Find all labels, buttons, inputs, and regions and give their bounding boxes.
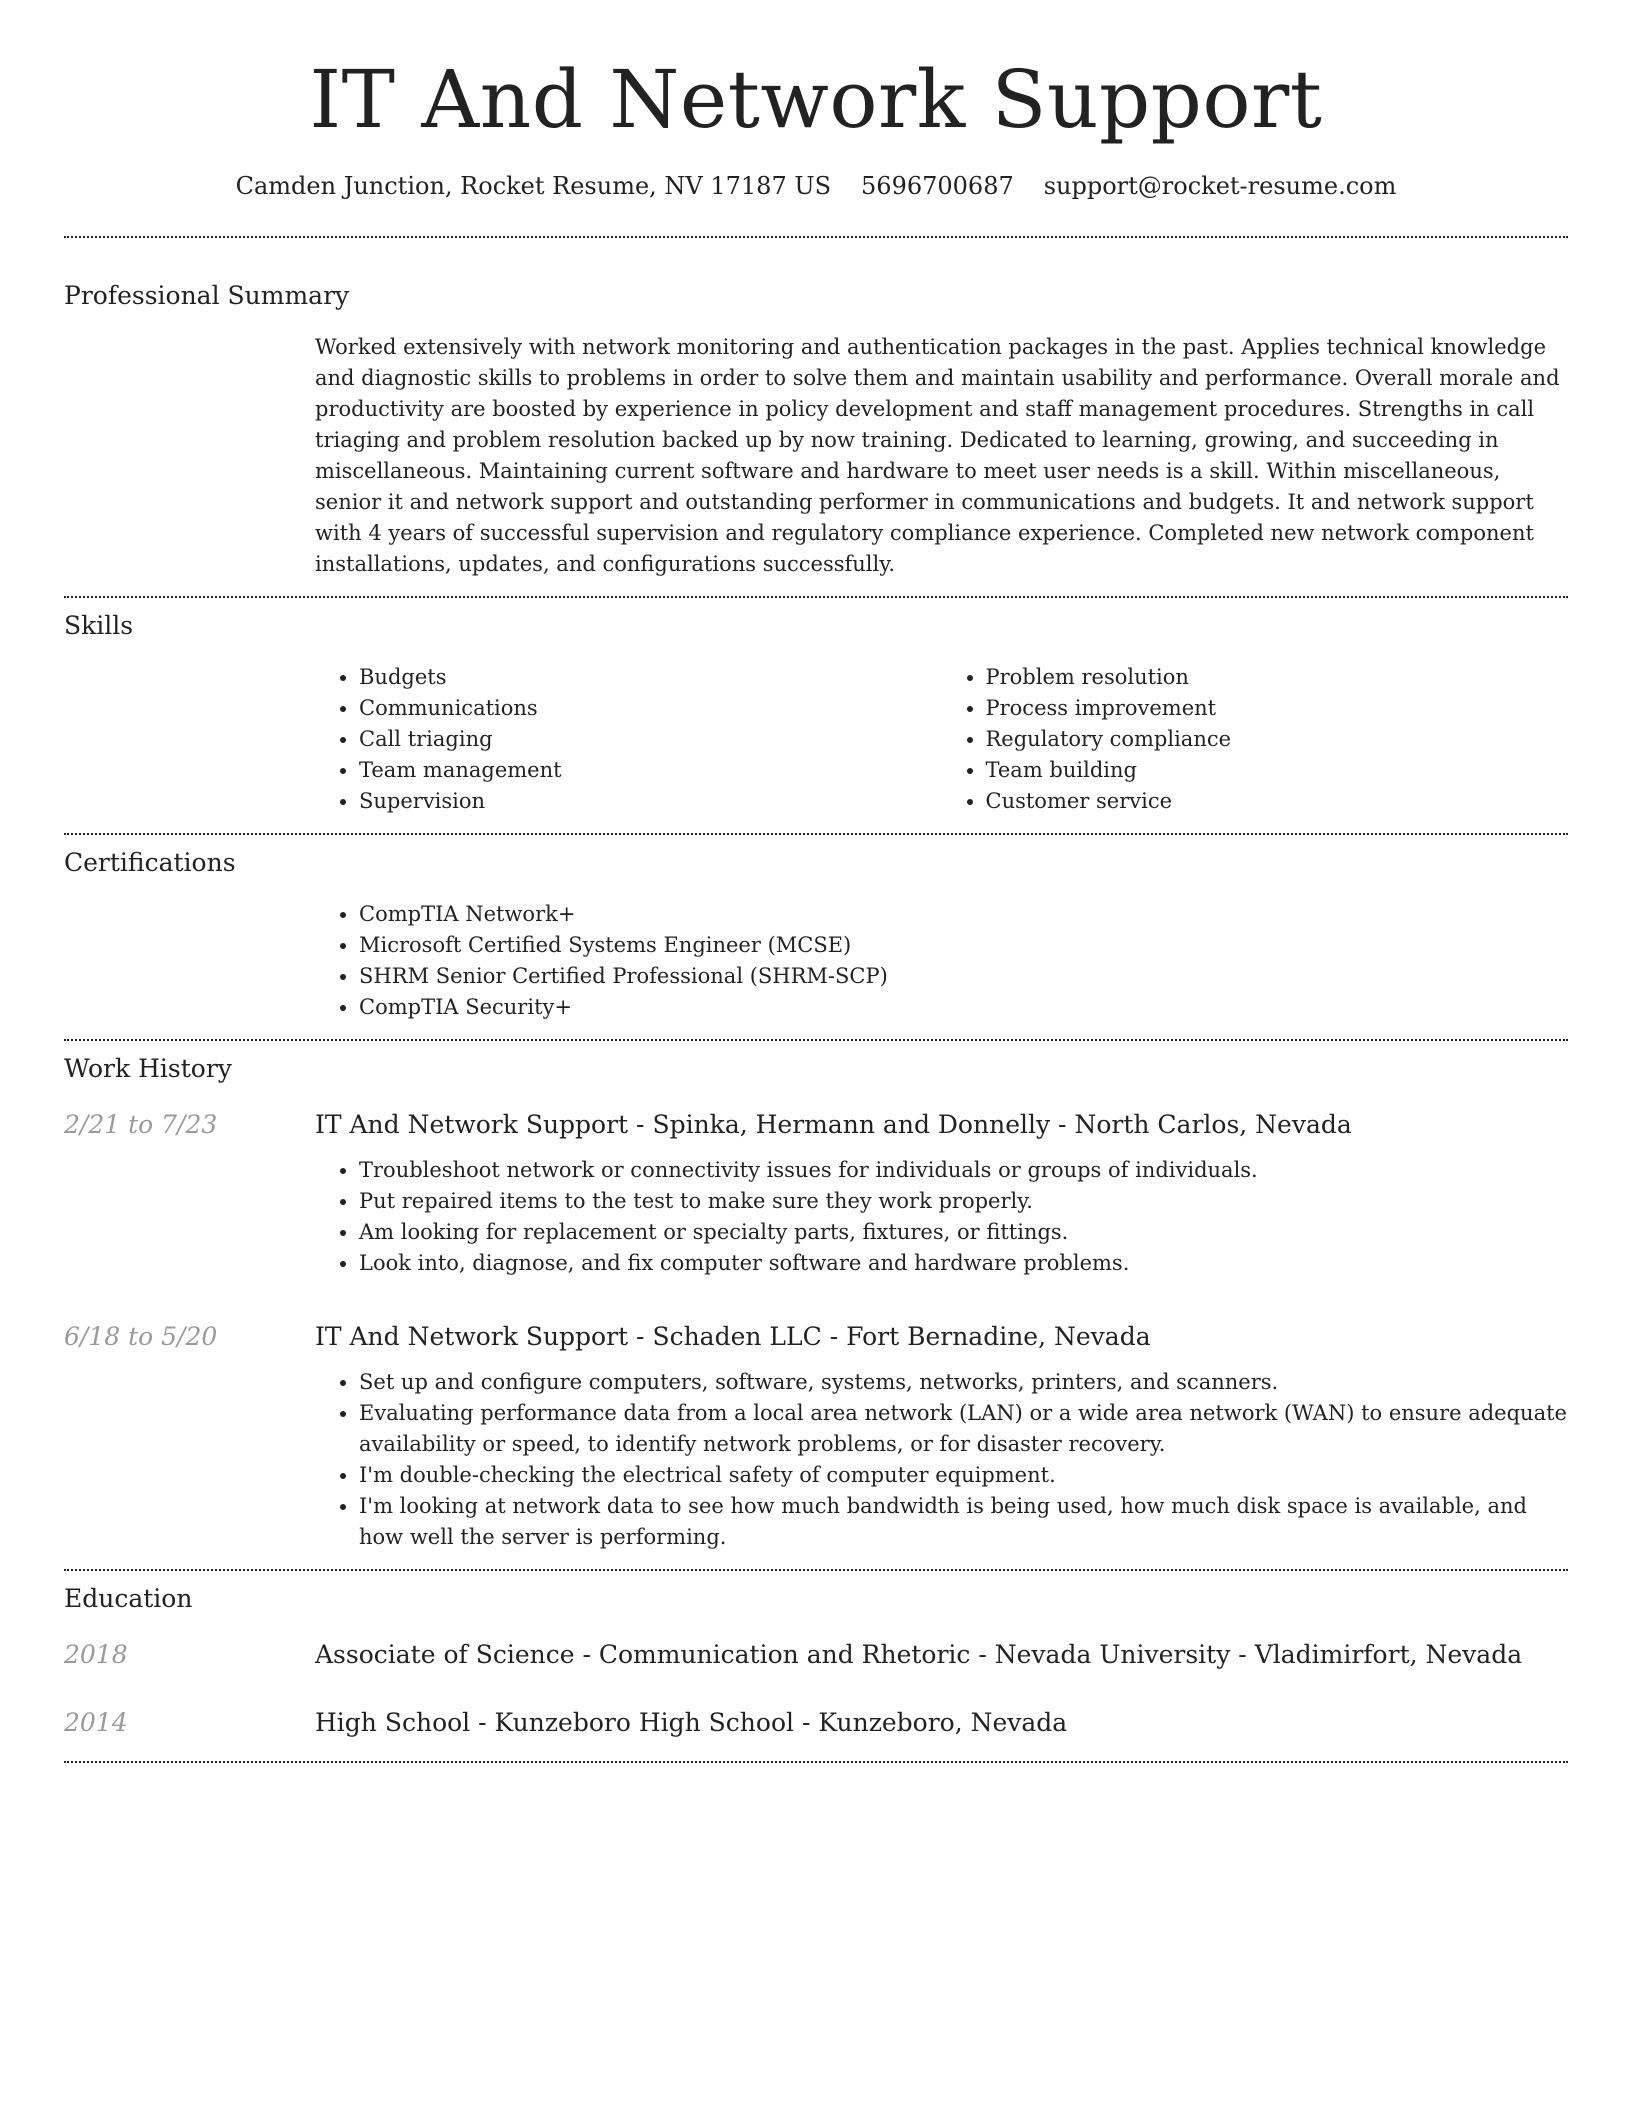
education-degree: High School <box>315 1708 471 1737</box>
list-item: • Microsoft Certified Systems Engineer (MCSE) <box>359 930 1568 961</box>
skills-section <box>64 598 1568 817</box>
list-item: • Put repaired items to the test to make sure they work properly. <box>359 1186 1568 1217</box>
job-role: IT And Network Support <box>315 1110 629 1139</box>
education-degree: Associate of Science - Communication and Rhetoric <box>315 1640 971 1669</box>
education-date: 2018 <box>64 1640 128 1669</box>
job-date: 6/18 to 5/20 <box>64 1322 218 1351</box>
list-item: • Process improvement <box>986 693 1569 724</box>
contact-email: support@rocket-resume.com <box>1043 172 1397 200</box>
list-item: • Communications <box>359 693 942 724</box>
candidate-name: IT And Network Support <box>309 53 1323 146</box>
job-heading: IT And Network Support - Spinka, Hermann and Donnelly - North Carlos, Nevada <box>315 1110 1352 1139</box>
list-item: • Evaluating performance data from a local area network (LAN) or a wide area network (WAN) to ensure adequate availability or speed, to identify network problems, or for disaster recovery. <box>359 1398 1568 1460</box>
job-company: Spinka, Hermann and Donnelly <box>652 1110 1051 1139</box>
summary-section <box>64 238 1568 580</box>
education-school: Kunzeboro High School <box>494 1708 795 1737</box>
certifications-list <box>315 899 1568 1023</box>
education-entry <box>64 1637 1568 1673</box>
certifications-title: Certifications <box>64 848 236 877</box>
list-item: • I'm double-checking the electrical safety of computer equipment. <box>359 1460 1568 1491</box>
education-section <box>64 1571 1568 1741</box>
list-item: • Team management <box>359 755 942 786</box>
job-location: North Carlos, Nevada <box>1074 1110 1352 1139</box>
job-role: IT And Network Support <box>315 1322 629 1351</box>
list-item: • CompTIA Network+ <box>359 899 1568 930</box>
certifications-section <box>64 835 1568 1023</box>
education-location: Kunzeboro, Nevada <box>818 1708 1068 1737</box>
list-item: • Team building <box>986 755 1569 786</box>
list-item: • SHRM Senior Certified Professional (SHRM-SCP) <box>359 961 1568 992</box>
list-item: • Call triaging <box>359 724 942 755</box>
list-item: • Problem resolution <box>986 662 1569 693</box>
education-title: Education <box>64 1584 193 1613</box>
job-bullets <box>315 1367 1568 1553</box>
education-entry <box>64 1705 1568 1741</box>
resume-page <box>64 0 1568 1763</box>
job-company: Schaden LLC <box>652 1322 822 1351</box>
list-item: • Troubleshoot network or connectivity issues for individuals or groups of individuals. <box>359 1155 1568 1186</box>
job-date: 2/21 to 7/23 <box>64 1110 218 1139</box>
list-item: • Set up and configure computers, software, systems, networks, printers, and scanners. <box>359 1367 1568 1398</box>
job-location: Fort Bernadine, Nevada <box>846 1322 1151 1351</box>
list-item: • Am looking for replacement or specialty parts, fixtures, or fittings. <box>359 1217 1568 1248</box>
work-title: Work History <box>64 1054 232 1083</box>
contact-phone: 5696700687 <box>861 172 1014 200</box>
list-item: • Customer service <box>986 786 1569 817</box>
job-bullets <box>315 1155 1568 1279</box>
contact-address: Camden Junction, Rocket Resume, NV 17187 US <box>235 172 832 200</box>
summary-text: Worked extensively with network monitoring and authentication packages in the past. Applies technical knowledge and diagnostic skills to problems in order to solve them and maintain usability and performance. Overall morale and productivity are boosted by experience in policy development and staff management procedures. Strengths in call triaging and problem resolution backed up by now training. Dedicated to learning, growing, and succeeding in miscellaneous. Maintaining current software and hardware to meet user needs is a skill. Within miscellaneous, senior it and network support and outstanding performer in communications and budgets. It and network support with 4 years of successful supervision and regulatory compliance experience. Completed new network component installations, updates, and configurations successfully. <box>315 335 1560 576</box>
education-date: 2014 <box>64 1708 128 1737</box>
skills-list-left <box>315 662 942 817</box>
list-item: • Budgets <box>359 662 942 693</box>
job-entry <box>64 1107 1568 1279</box>
education-location: Vladimirfort, Nevada <box>1254 1640 1523 1669</box>
list-item: • Supervision <box>359 786 942 817</box>
list-item: • CompTIA Security+ <box>359 992 1568 1023</box>
education-school: Nevada University <box>994 1640 1231 1669</box>
education-heading: High School - Kunzeboro High School - Kunzeboro, Nevada <box>315 1708 1068 1737</box>
list-item: • Look into, diagnose, and fix computer software and hardware problems. <box>359 1248 1568 1279</box>
list-item: • I'm looking at network data to see how much bandwidth is being used, how much disk space is available, and how well the server is performing. <box>359 1491 1568 1553</box>
contact-line <box>64 170 1568 202</box>
job-heading: IT And Network Support - Schaden LLC - Fort Bernadine, Nevada <box>315 1322 1151 1351</box>
skills-title: Skills <box>64 611 134 640</box>
skills-list-right <box>942 662 1569 817</box>
education-heading: Associate of Science - Communication and Rhetoric - Nevada University - Vladimirfort, Nevada <box>315 1640 1523 1669</box>
section-divider <box>64 1761 1568 1763</box>
job-entry <box>64 1319 1568 1553</box>
list-item: • Regulatory compliance <box>986 724 1569 755</box>
work-section <box>64 1041 1568 1553</box>
summary-title: Professional Summary <box>64 281 350 310</box>
